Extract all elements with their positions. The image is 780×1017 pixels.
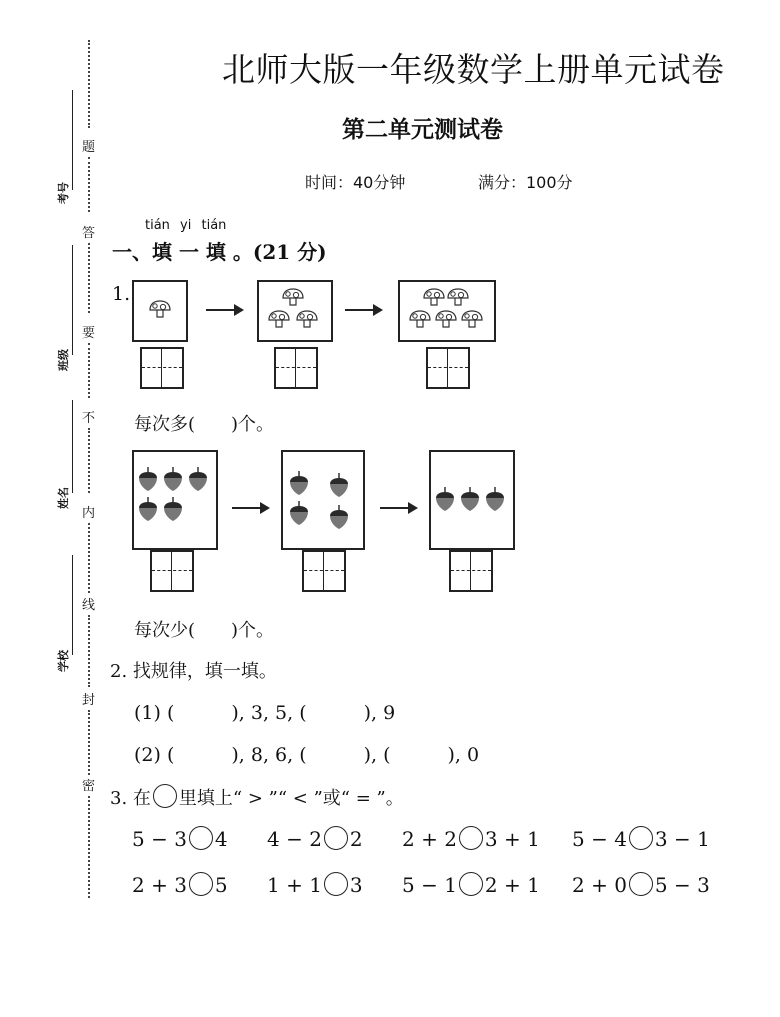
answer-circle[interactable]: [629, 872, 653, 896]
arrow-icon: [380, 507, 416, 509]
mushroom-icon: [148, 298, 172, 322]
picture-box: [257, 280, 333, 342]
mushroom-icon: [434, 308, 458, 332]
comparison-item: [572, 872, 710, 897]
arrow-icon: [206, 309, 242, 311]
circle-icon: [153, 784, 177, 808]
answer-circle[interactable]: [324, 826, 348, 850]
comparison-item: [402, 872, 540, 897]
picture-box: [132, 280, 188, 342]
exam-number-label: 考号: [57, 182, 70, 204]
answer-circle[interactable]: [189, 826, 213, 850]
comparison-item: [132, 872, 228, 897]
picture-box: [281, 450, 365, 550]
acorn-icon: [289, 500, 309, 526]
mushroom-icon: [281, 286, 305, 310]
comparison-item: [402, 826, 540, 851]
expr-left: 4 − 2: [267, 827, 322, 851]
question-prompt-less: 每次少( )个。: [134, 620, 275, 641]
expr-right: 2 + 1: [484, 873, 540, 897]
acorn-icon: [289, 470, 309, 496]
name-label: 姓名: [57, 487, 70, 509]
sequence-item[interactable]: (1) ( ), 3, 5, ( ), 9: [134, 702, 396, 724]
seal-dotted-line: [88, 710, 90, 775]
question-2-stem: 2. 找规律，填一填。: [110, 661, 277, 682]
acorn-icon: [138, 496, 158, 522]
class-label: 班级: [57, 349, 70, 371]
seal-char: 封: [82, 693, 96, 708]
answer-grid[interactable]: [426, 347, 470, 389]
expr-left: 2 + 2: [402, 827, 457, 851]
arrow-icon: [232, 507, 268, 509]
mushroom-icon: [422, 286, 446, 310]
class-line[interactable]: [72, 245, 73, 355]
section-heading: 一、填 一 填 。(21 分): [112, 240, 327, 264]
exam-subtitle: 第二单元测试卷: [342, 117, 503, 143]
expr-right: 3: [349, 873, 363, 897]
acorn-icon: [485, 486, 505, 512]
seal-char: 线: [82, 598, 96, 613]
seal-char: 题: [82, 140, 96, 155]
seal-dotted-line: [88, 523, 90, 593]
answer-circle[interactable]: [324, 872, 348, 896]
question-prompt-more: 每次多( )个。: [134, 414, 275, 435]
mushroom-icon: [446, 286, 470, 310]
seal-dotted-line: [88, 796, 90, 898]
expr-left: 1 + 1: [267, 873, 322, 897]
name-line[interactable]: [72, 400, 73, 493]
exam-number-line[interactable]: [72, 90, 73, 190]
acorn-icon: [163, 466, 183, 492]
arrow-icon: [345, 309, 381, 311]
expr-right: 4: [214, 827, 228, 851]
acorn-icon: [138, 466, 158, 492]
seal-dotted-line: [88, 157, 90, 212]
question-3-stem-after: 里填上“ > ”“ < ”或“ = ”。: [178, 788, 404, 809]
picture-box: [429, 450, 515, 550]
acorn-icon: [329, 504, 349, 530]
expr-left: 2 + 3: [132, 873, 187, 897]
seal-dotted-line: [88, 615, 90, 687]
answer-grid[interactable]: [302, 550, 346, 592]
answer-grid[interactable]: [274, 347, 318, 389]
seal-char: 要: [82, 326, 96, 341]
acorn-icon: [329, 472, 349, 498]
seal-dotted-line: [88, 243, 90, 313]
expr-right: 3 + 1: [484, 827, 540, 851]
expr-right: 2: [349, 827, 363, 851]
exam-title: 北师大版一年级数学上册单元试卷: [222, 50, 725, 89]
school-label: 学校: [57, 650, 70, 672]
expr-left: 5 − 3: [132, 827, 187, 851]
expr-left: 2 + 0: [572, 873, 627, 897]
expr-right: 3 − 1: [654, 827, 710, 851]
picture-box: [398, 280, 496, 342]
acorn-icon: [460, 486, 480, 512]
answer-circle[interactable]: [459, 872, 483, 896]
sequence-item[interactable]: (2) ( ), 8, 6, ( ), ( ), 0: [134, 744, 480, 766]
school-line[interactable]: [72, 555, 73, 655]
answer-circle[interactable]: [629, 826, 653, 850]
question-number: 1.: [112, 283, 131, 305]
mushroom-icon: [408, 308, 432, 332]
answer-grid[interactable]: [150, 550, 194, 592]
expr-right: 5 − 3: [654, 873, 710, 897]
answer-circle[interactable]: [189, 872, 213, 896]
mushroom-icon: [295, 308, 319, 332]
expr-left: 5 − 4: [572, 827, 627, 851]
acorn-icon: [188, 466, 208, 492]
exam-score: 满分：100分: [478, 173, 573, 192]
expr-right: 5: [214, 873, 228, 897]
answer-grid[interactable]: [449, 550, 493, 592]
answer-circle[interactable]: [459, 826, 483, 850]
comparison-item: [572, 826, 710, 851]
section-pinyin: tián yi tián: [145, 218, 227, 233]
seal-char: 密: [82, 779, 96, 794]
comparison-item: [267, 826, 363, 851]
comparison-item: [267, 872, 363, 897]
picture-box: [132, 450, 218, 550]
answer-grid[interactable]: [140, 347, 184, 389]
acorn-icon: [435, 486, 455, 512]
question-3-stem-before: 3. 在: [110, 788, 151, 809]
mushroom-icon: [460, 308, 484, 332]
seal-dotted-line: [88, 40, 90, 128]
seal-dotted-line: [88, 428, 90, 493]
exam-time: 时间：40分钟: [305, 173, 406, 192]
mushroom-icon: [267, 308, 291, 332]
question-3-stem: [110, 784, 404, 810]
expr-left: 5 − 1: [402, 873, 457, 897]
seal-char: 答: [82, 226, 96, 241]
acorn-icon: [163, 496, 183, 522]
seal-dotted-line: [88, 343, 90, 398]
seal-char: 不: [82, 411, 96, 426]
comparison-item: [132, 826, 228, 851]
seal-char: 内: [82, 506, 96, 521]
